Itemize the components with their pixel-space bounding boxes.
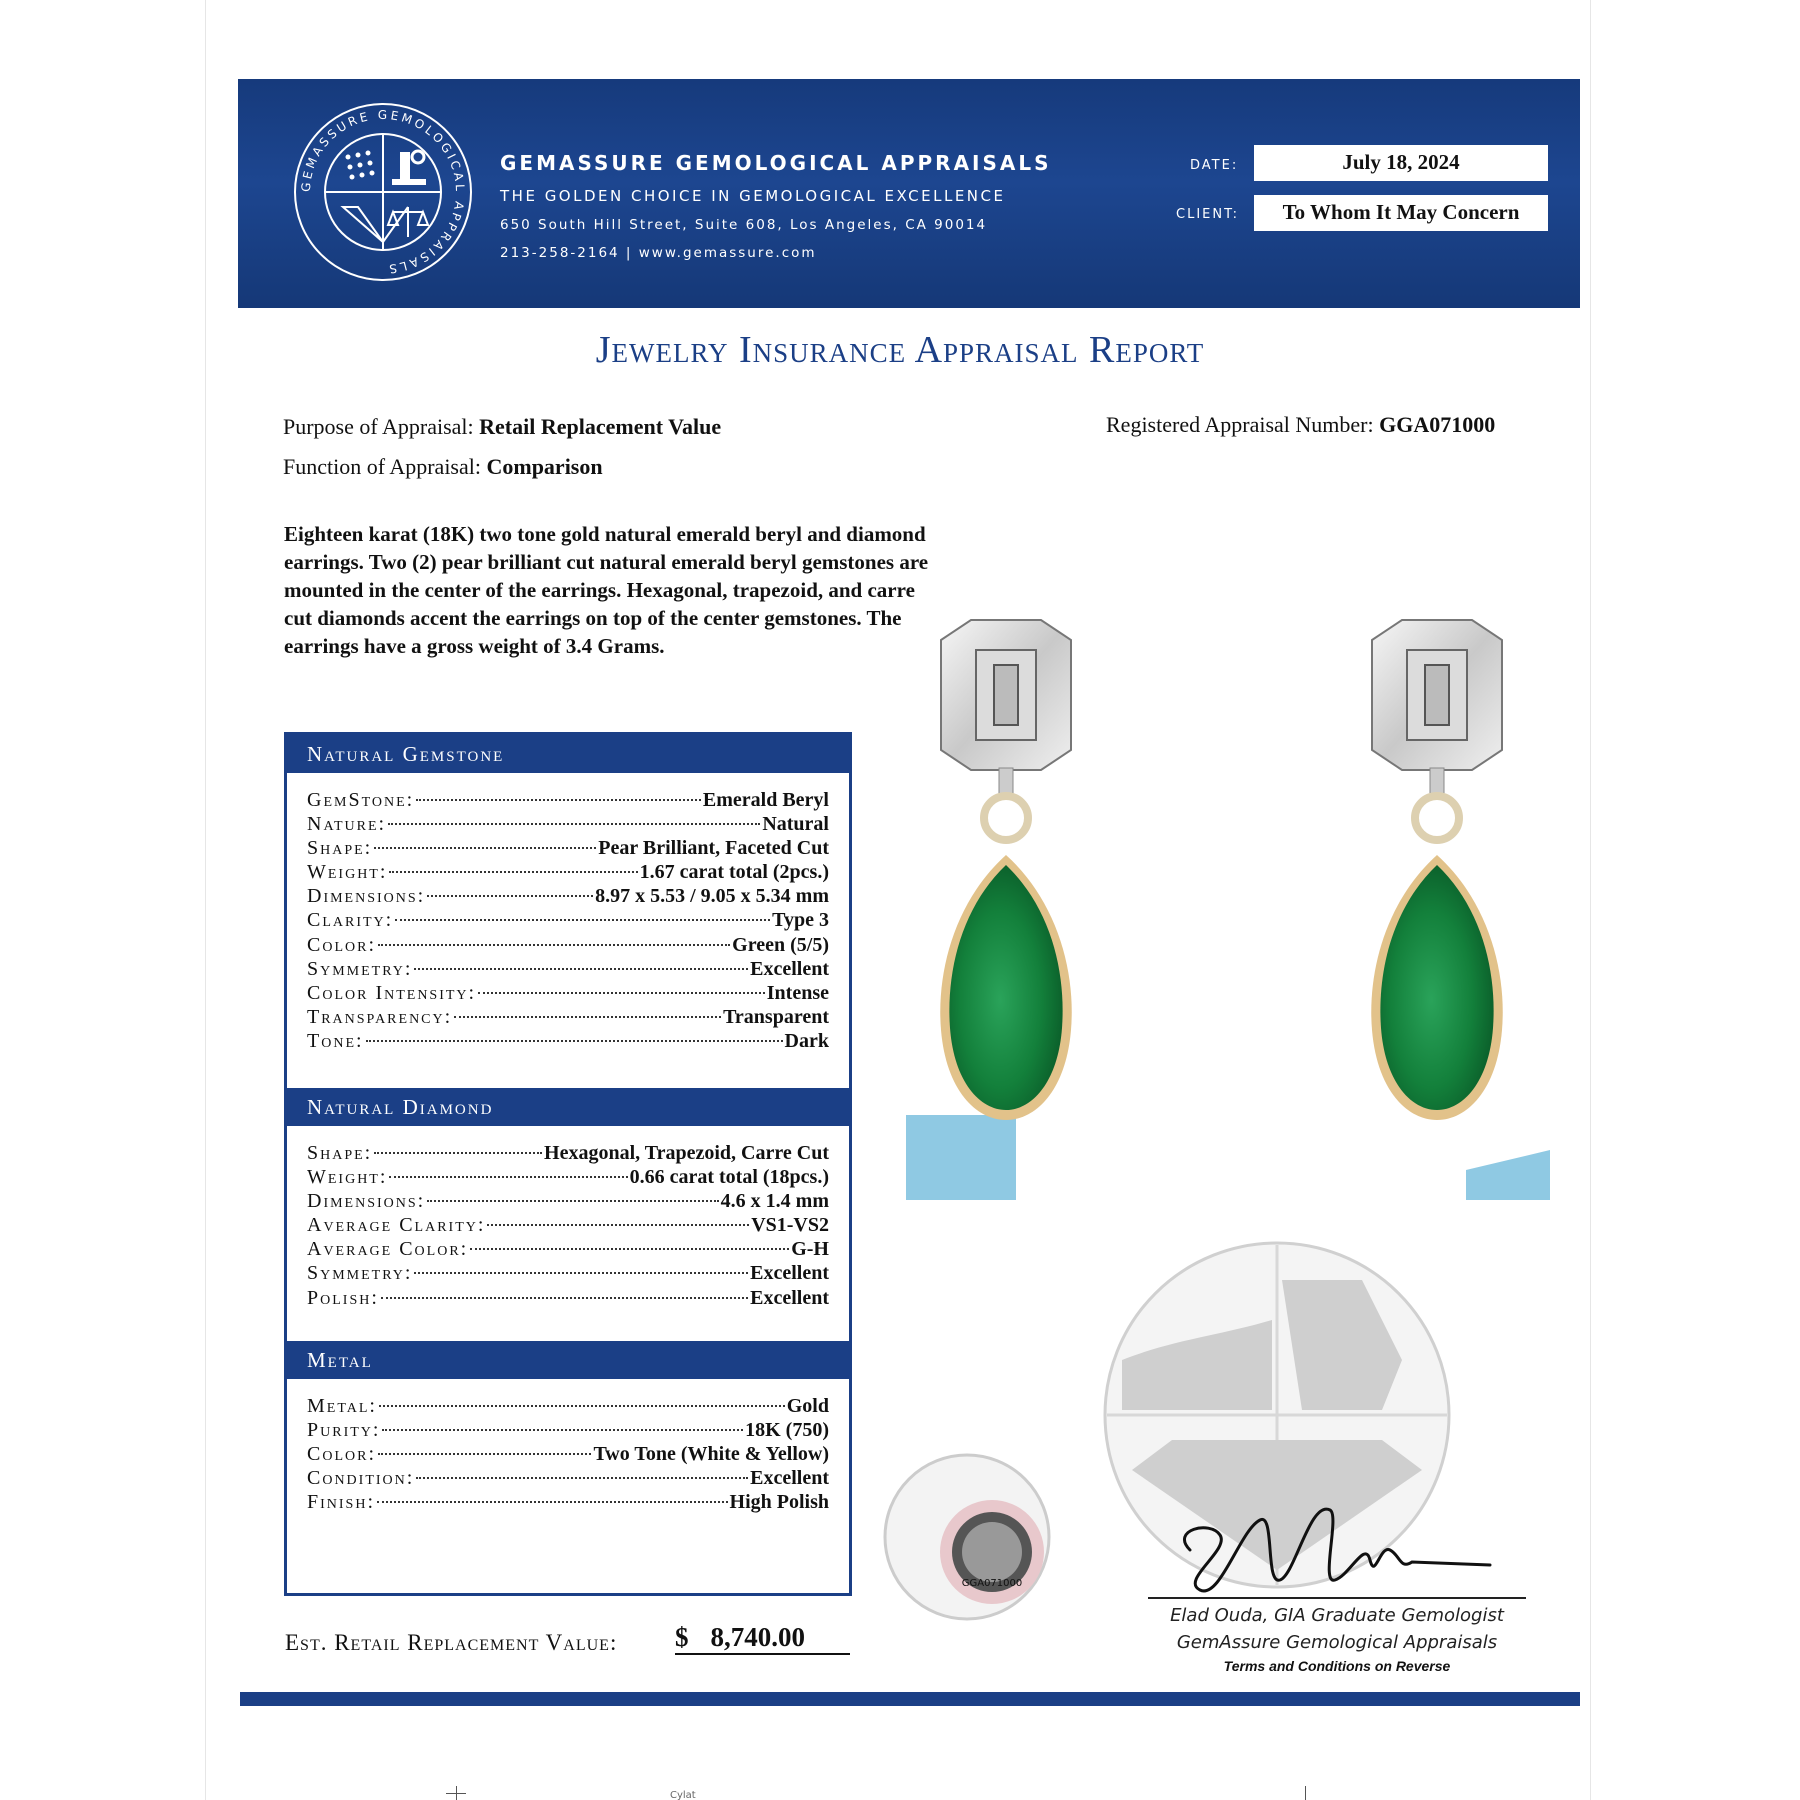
metal-row	[307, 1419, 829, 1443]
gemstone-row	[307, 909, 829, 933]
leader-dots	[388, 823, 760, 825]
leader-dots	[414, 1272, 748, 1274]
leader-dots	[414, 968, 748, 970]
purpose-line	[283, 414, 721, 440]
metal-row-value: 18K (750)	[745, 1419, 829, 1442]
registered-label: Registered Appraisal Number:	[1106, 412, 1374, 437]
leader-dots	[389, 871, 637, 873]
metal-row	[307, 1443, 829, 1467]
metal-row	[307, 1395, 829, 1419]
gemstone-row-label: Nature:	[307, 813, 387, 836]
metal-row-value: Gold	[786, 1395, 829, 1417]
function-label: Function of Appraisal:	[283, 454, 481, 479]
diamond-row	[307, 1262, 829, 1286]
leader-dots	[379, 1405, 785, 1407]
leader-dots	[389, 1176, 627, 1178]
gemstone-row	[307, 861, 829, 885]
diamond-row	[307, 1142, 829, 1166]
leader-dots	[427, 895, 593, 897]
estimate-value: 8,740.00	[710, 1622, 805, 1652]
diamond-row-label: Polish:	[307, 1286, 379, 1309]
gemstone-row	[307, 813, 829, 837]
stamp-id: GGA071000	[961, 1578, 1023, 1589]
leader-dots	[470, 1248, 789, 1250]
gemstone-row-value: Transparent	[723, 1005, 829, 1028]
diamond-row-value: Excellent	[750, 1262, 829, 1285]
diamond-row-value: Excellent	[750, 1286, 829, 1309]
leader-dots	[395, 919, 770, 921]
leader-dots	[378, 1453, 591, 1455]
leader-dots	[416, 1477, 748, 1479]
gemstone-row	[307, 1030, 829, 1054]
metal-row-label: Purity:	[307, 1419, 381, 1442]
gemstone-row-label: Transparency:	[307, 1005, 453, 1028]
metal-row	[307, 1467, 829, 1491]
gemstone-row-label: Symmetry:	[307, 957, 413, 980]
leader-dots	[454, 1016, 721, 1018]
gemstone-row-value: Emerald Beryl	[702, 789, 829, 811]
details-panel	[284, 732, 852, 1596]
diamond-row-value: G-H	[791, 1238, 829, 1261]
leader-dots	[366, 1040, 783, 1042]
diamond-row	[307, 1166, 829, 1190]
gemstone-row-value: Pear Brilliant, Faceted Cut	[598, 837, 829, 860]
gemstone-row	[307, 789, 829, 813]
diamond-row-value: 4.6 x 1.4 mm	[720, 1190, 829, 1213]
diamond-row-value: Hexagonal, Trapezoid, Carre Cut	[544, 1142, 829, 1164]
seal-logo-icon	[288, 97, 478, 287]
diamond-row	[307, 1287, 829, 1311]
diamond-row	[307, 1214, 829, 1238]
gemstone-row-value: 8.97 x 5.53 / 9.05 x 5.34 mm	[595, 885, 829, 908]
gemstone-row-label: Dimensions:	[307, 885, 426, 908]
gemstone-row	[307, 1006, 829, 1030]
gemstone-row	[307, 837, 829, 861]
gemstone-row-value: Green (5/5)	[732, 933, 829, 956]
crop-mark-left-h	[446, 1793, 466, 1794]
leader-dots	[377, 1501, 728, 1503]
leader-dots	[478, 992, 765, 994]
purpose-label: Purpose of Appraisal:	[283, 414, 474, 439]
leader-dots	[487, 1224, 749, 1226]
date-value: July 18, 2024	[1254, 145, 1548, 181]
function-line	[283, 454, 603, 480]
diamond-row	[307, 1238, 829, 1262]
estimate-label: Est. Retail Replacement Value:	[285, 1630, 618, 1655]
diamond-row	[307, 1190, 829, 1214]
gemstone-row-label: Weight:	[307, 861, 388, 884]
leader-dots	[416, 799, 701, 801]
leader-dots	[378, 944, 730, 946]
diamond-row-value: VS1-VS2	[751, 1214, 829, 1237]
gemstone-row-value: Excellent	[750, 957, 829, 980]
diamond-row-label: Dimensions:	[307, 1190, 426, 1213]
gemstone-row	[307, 958, 829, 982]
metal-row-value: Two Tone (White & Yellow)	[593, 1443, 829, 1466]
gemstone-row-value: 1.67 carat total (2pcs.)	[639, 861, 829, 884]
signature-icon	[1150, 1490, 1530, 1610]
function-value: Comparison	[486, 454, 603, 479]
client-label: CLIENT:	[1176, 207, 1239, 222]
company-block	[500, 151, 1052, 261]
diamond-row-label: Symmetry:	[307, 1262, 413, 1285]
gemstone-row-label: Tone:	[307, 1029, 364, 1052]
gemstone-rows	[307, 789, 829, 1054]
diamond-row-label: Average Color:	[307, 1238, 469, 1261]
leader-dots	[427, 1200, 718, 1202]
metal-row-label: Metal:	[307, 1395, 377, 1417]
gemstone-row	[307, 885, 829, 909]
diamond-row-label: Average Clarity:	[307, 1214, 486, 1237]
gemstone-heading: Natural Gemstone	[287, 735, 849, 773]
leader-dots	[381, 1297, 748, 1299]
gemassure-stamp-icon	[882, 1452, 1052, 1622]
gemstone-row-label: Color Intensity:	[307, 981, 477, 1004]
gemstone-row-value: Type 3	[772, 909, 829, 932]
signature-line	[1148, 1597, 1526, 1599]
report-title: Jewelry Insurance Appraisal Report	[595, 329, 1205, 371]
leader-dots	[374, 1152, 542, 1154]
signer-name: Elad Ouda, GIA Graduate Gemologist	[1170, 1605, 1504, 1626]
signer-organization: GemAssure Gemological Appraisals	[1176, 1632, 1498, 1653]
gemstone-row	[307, 982, 829, 1006]
footer-bar	[240, 1692, 1580, 1706]
company-address: 650 South Hill Street, Suite 608, Los Angeles, CA 90014	[500, 217, 988, 233]
crop-mark-right	[1305, 1786, 1306, 1800]
metal-row-label: Color:	[307, 1443, 377, 1466]
diamond-rows	[307, 1142, 829, 1311]
page-edge-right	[1590, 0, 1591, 1800]
terms-note: Terms and Conditions on Reverse	[1223, 1658, 1451, 1674]
item-description: Eighteen karat (18K) two tone gold natural emerald beryl and diamond earrings. Two (2) pear brilliant cut natural emerald beryl gemstones are mounted in the center of the earrings. Hexagonal, trapezoid, and carre cut diamonds accent the earrings on top of the center gemstones. The earrings have a gross weight of 3.4 Grams.	[284, 522, 929, 658]
company-contact: 213-258-2164 | www.gemassure.com	[500, 245, 817, 261]
metal-row-label: Condition:	[307, 1467, 415, 1490]
metal-rows	[307, 1395, 829, 1515]
metal-row	[307, 1491, 829, 1515]
gemstone-row-label: Clarity:	[307, 909, 394, 932]
diamond-row-value: 0.66 carat total (18pcs.)	[629, 1166, 829, 1189]
crop-text: Cylat	[670, 1790, 696, 1800]
diamond-heading: Natural Diamond	[287, 1088, 849, 1126]
gemstone-row-label: GemStone:	[307, 789, 415, 811]
metal-row-value: Excellent	[750, 1467, 829, 1490]
registered-value: GGA071000	[1379, 412, 1496, 437]
date-label: DATE:	[1190, 158, 1239, 173]
metal-row-label: Finish:	[307, 1491, 376, 1514]
seal-text: GEMASSURE GEMOLOGICAL APPRAISALS	[298, 107, 468, 277]
diamond-row-label: Shape:	[307, 1142, 373, 1164]
company-tagline: THE GOLDEN CHOICE IN GEMOLOGICAL EXCELLENCE	[500, 187, 1006, 205]
company-name: GEMASSURE GEMOLOGICAL APPRAISALS	[500, 151, 1052, 175]
registered-line	[1106, 412, 1495, 438]
estimate-value-box	[675, 1622, 850, 1655]
leader-dots	[374, 847, 596, 849]
purpose-value: Retail Replacement Value	[479, 414, 722, 439]
leader-dots	[382, 1429, 743, 1431]
gemstone-row-value: Dark	[784, 1029, 829, 1052]
diamond-row-label: Weight:	[307, 1166, 388, 1189]
client-value: To Whom It May Concern	[1254, 195, 1548, 231]
gemstone-row-value: Intense	[766, 981, 829, 1004]
estimate-currency: $	[675, 1622, 689, 1652]
earrings-photo	[906, 610, 1550, 1200]
header-banner	[238, 79, 1580, 308]
metal-row-value: High Polish	[729, 1491, 829, 1514]
gemstone-row-value: Natural	[762, 813, 829, 836]
metal-heading: Metal	[287, 1341, 849, 1379]
gemstone-row-label: Shape:	[307, 837, 373, 860]
page-edge-left	[205, 0, 206, 1800]
gemstone-row	[307, 934, 829, 958]
gemstone-row-label: Color:	[307, 933, 377, 956]
